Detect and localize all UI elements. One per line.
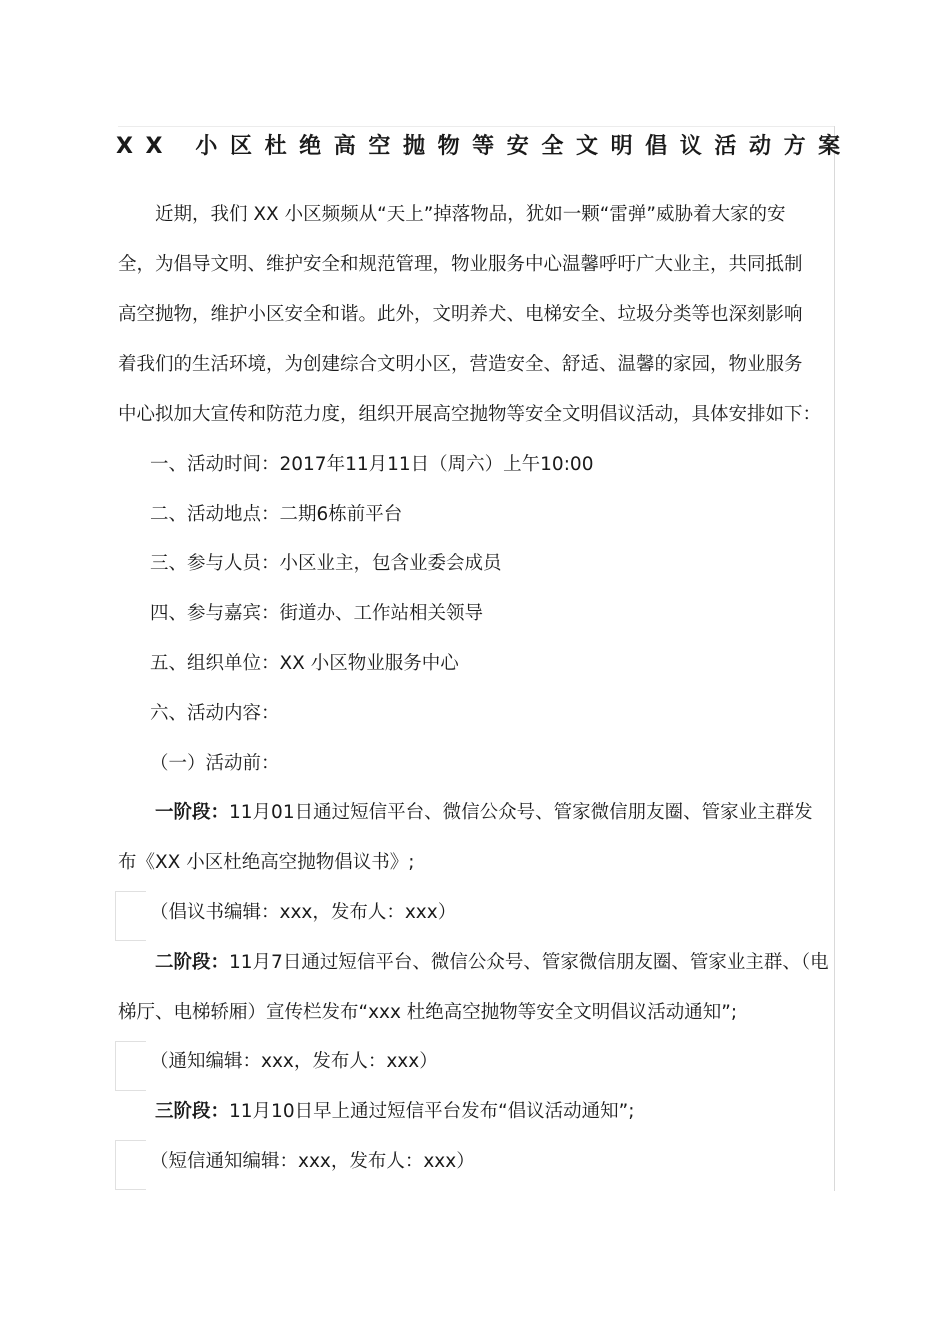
table-cell <box>115 1140 146 1190</box>
intro-line-5: 中心拟加大宣传和防范力度，组织开展高空抛物等安全文明倡议活动，具体安排如下： <box>118 404 822 425</box>
table-cell <box>115 1041 146 1091</box>
item-guests: 四、参与嘉宾：街道办、工作站相关领导 <box>150 603 484 624</box>
stage1-line-1 <box>155 798 813 828</box>
stage1-line-2: 布《XX 小区杜绝高空抛物倡议书》; <box>118 852 415 873</box>
document-title: XX 小区杜绝高空抛物等安全文明倡议活动方案 <box>116 134 853 159</box>
stage2-label: 二阶段： <box>155 952 230 973</box>
item-activity-content: 六、活动内容： <box>150 703 280 724</box>
stage1-label: 一阶段： <box>155 802 230 823</box>
stage2-line-1 <box>155 948 829 978</box>
intro-line-4: 着我们的生活环境，为创建综合文明小区，营造安全、舒适、温馨的家园，物业服务 <box>118 354 803 375</box>
item-before-activity: （一）活动前： <box>150 753 280 774</box>
table-border-right <box>834 126 835 1191</box>
stage3-text: 11月10日早上通过短信平台发布“倡议活动通知”; <box>229 1101 635 1122</box>
stage3-label: 三阶段： <box>155 1101 230 1122</box>
stage1-note: （倡议书编辑：xxx，发布人：xxx） <box>150 902 457 923</box>
stage3-line-1 <box>155 1097 635 1127</box>
table-border-top <box>118 126 834 127</box>
intro-line-3: 高空抛物，维护小区安全和谐。此外，文明养犬、电梯安全、垃圾分类等也深刻影响 <box>118 304 803 325</box>
stage1-text: 11月01日通过短信平台、微信公众号、管家微信朋友圈、管家业主群发 <box>229 802 813 823</box>
table-cell <box>115 891 146 941</box>
item-participants: 三、参与人员：小区业主，包含业委会成员 <box>150 553 502 574</box>
item-activity-time: 一、活动时间：2017年11月11日（周六）上午10:00 <box>150 454 594 475</box>
intro-line-2: 全，为倡导文明、维护安全和规范管理，物业服务中心温馨呼吁广大业主，共同抵制 <box>118 254 803 275</box>
intro-line-1: 近期，我们 XX 小区频频从“天上”掉落物品，犹如一颗“雷弹”威胁着大家的安 <box>155 204 786 225</box>
item-organizer: 五、组织单位：XX 小区物业服务中心 <box>150 653 459 674</box>
stage2-note: （通知编辑：xxx，发布人：xxx） <box>150 1051 438 1072</box>
stage2-text: 11月7日通过短信平台、微信公众号、管家微信朋友圈、管家业主群、（电 <box>229 952 829 973</box>
stage2-line-2: 梯厅、电梯轿厢）宣传栏发布“xxx 杜绝高空抛物等安全文明倡议活动通知”; <box>118 1002 738 1023</box>
stage3-note: （短信通知编辑：xxx，发布人：xxx） <box>150 1151 475 1172</box>
item-activity-location: 二、活动地点：二期6栋前平台 <box>150 504 403 525</box>
